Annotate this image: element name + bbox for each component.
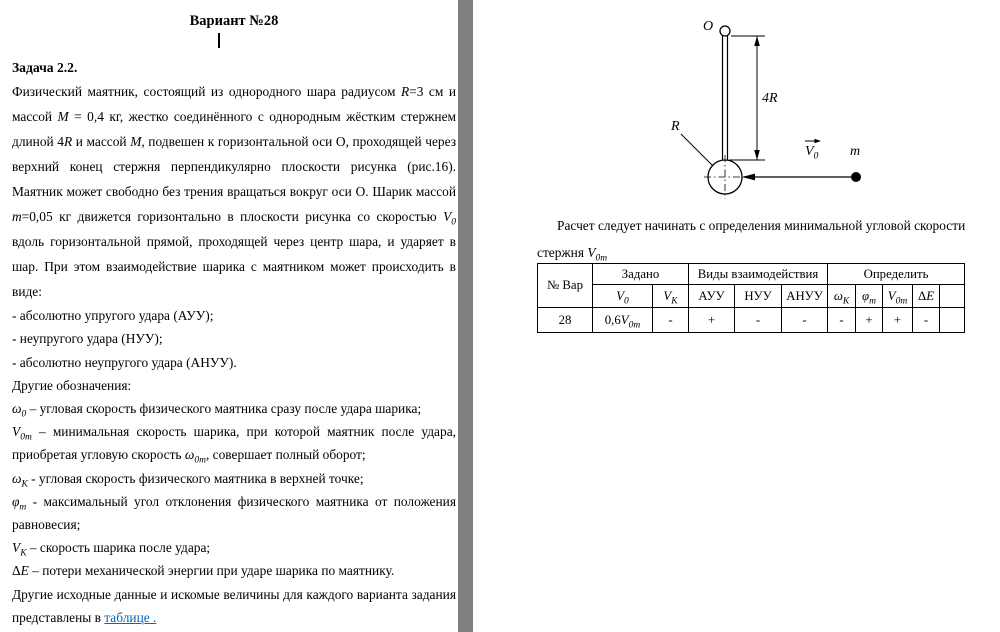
header-interactions-group: Виды взаимодействия [689,264,828,285]
pivot-circle [720,26,730,36]
intro-paragraph: Физический маятник, состоящий из однородного шара радиусом R=3 см и массой M = 0,4 кг, жестко соединённого с однородным жёстким стержнем длиной 4R и массой M, подвешен к горизонтальной оси О, проходящей через верхний конец стержня перпендикулярно плоскости рисунка (рис.16). Маятник может свободно без трения вращаться вокруг оси О. Шарик массой m=0,05 кг движется горизонтально в плоскости рисунка со скоростью $V_0$ вдоль горизонтальной прямой, проходящей через центр шара, и ударяет в шар. При этом взаимодействие шарика с маятником может происходить в виде: [12,84,457,300]
cell-variant-number: 28 [538,308,593,333]
definition-phim: $\varphi_m$ - максимальный угол отклонения физического маятника от положения равновесия; [12,493,456,533]
cell-auu: + [689,308,735,333]
col-header-auu: АУУ [689,285,735,308]
page-divider [458,0,473,632]
definition-omegak: $\omega_К$ - угловая скорость физического маятника в верхней точке; [12,470,364,490]
cell-nuu: - [735,308,782,333]
interaction-list-item: - неупругого удара (НУУ); [12,331,163,347]
col-header-nuu: НУУ [735,285,782,308]
interaction-list-item: - абсолютно неупругого удара (АНУУ). [12,354,237,370]
definition-omega0: $\omega_0$ – угловая скорость физического маятника сразу после удара шарика; [12,401,422,420]
col-header-omegak: $\omega_К$ [828,285,856,308]
task-heading: Задача 2.2. [12,60,78,75]
dimension-arrowhead-down-icon [754,150,760,160]
radius-leader-line [681,134,713,166]
interaction-list-item: - абсолютно упругого удара (АУУ); [12,308,214,324]
definition-v0m: $V_{0m}$ – минимальная скорость шарика, при которой маятник после удара, приобретая угловую скорость $\omega_{0m}$, совершает полный оборот; [12,424,456,467]
col-header-extra [940,285,965,308]
velocity-arrowhead-icon [742,174,755,181]
right-document-page [473,0,1000,632]
cell-anuu: - [782,308,828,333]
calc-note-line1: Расчет следует начинать с определения минимальной угловой скорости [557,218,966,233]
col-header-anuu: АНУУ [782,285,828,308]
velocity-label: $V_0$ [805,144,819,162]
calc-note-line2: стержня $V_{0m}$ [537,245,608,264]
mass-ball [852,173,861,182]
header-determine-group: Определить [828,264,965,285]
cell-phim: + [856,308,883,333]
closing-paragraph [12,583,456,629]
cell-omegak: - [828,308,856,333]
text-cursor [218,33,220,48]
left-page-content [12,12,456,629]
header-given-group: Задано [593,264,689,285]
cell-v0m: + [883,308,913,333]
pivot-label: O [703,19,714,34]
length-label-4r: 4R [762,91,778,106]
pendulum-figure [645,0,885,210]
cell-vk: - [653,308,689,333]
vector-hat-arrowhead-icon [815,139,822,143]
radius-label: R [671,119,680,134]
notation-heading: Другие обозначения: [12,377,132,393]
closing-text: Другие исходные данные и искомые величины для каждого варианта задания представлены в [12,586,456,625]
col-header-v0m: $V_{0m}$ [883,285,913,308]
header-variant: № Вар [538,264,593,308]
calc-note [537,212,982,266]
table-link[interactable]: таблице . [104,609,157,625]
definition-deltae: ΔE – потери механической энергии при ударе шарика по маятнику. [12,563,395,579]
col-header-phim: $\varphi_m$ [856,285,883,308]
dimension-arrowhead-up-icon [754,36,760,46]
variants-table [537,263,965,333]
col-header-v0: $V_0$ [593,285,653,308]
variant-title: Вариант №28 [189,13,279,29]
definition-vk: $V_К$ – скорость шарика после удара; [12,540,211,559]
left-document-page [0,0,458,632]
cell-extra [940,308,965,333]
cell-deltae: - [913,308,940,333]
cell-v0: $0,6V_{0m}$ [593,308,653,333]
col-header-vk: $V_К$ [653,285,689,308]
col-header-deltae: ΔE [913,285,940,308]
mass-label: m [850,144,861,159]
